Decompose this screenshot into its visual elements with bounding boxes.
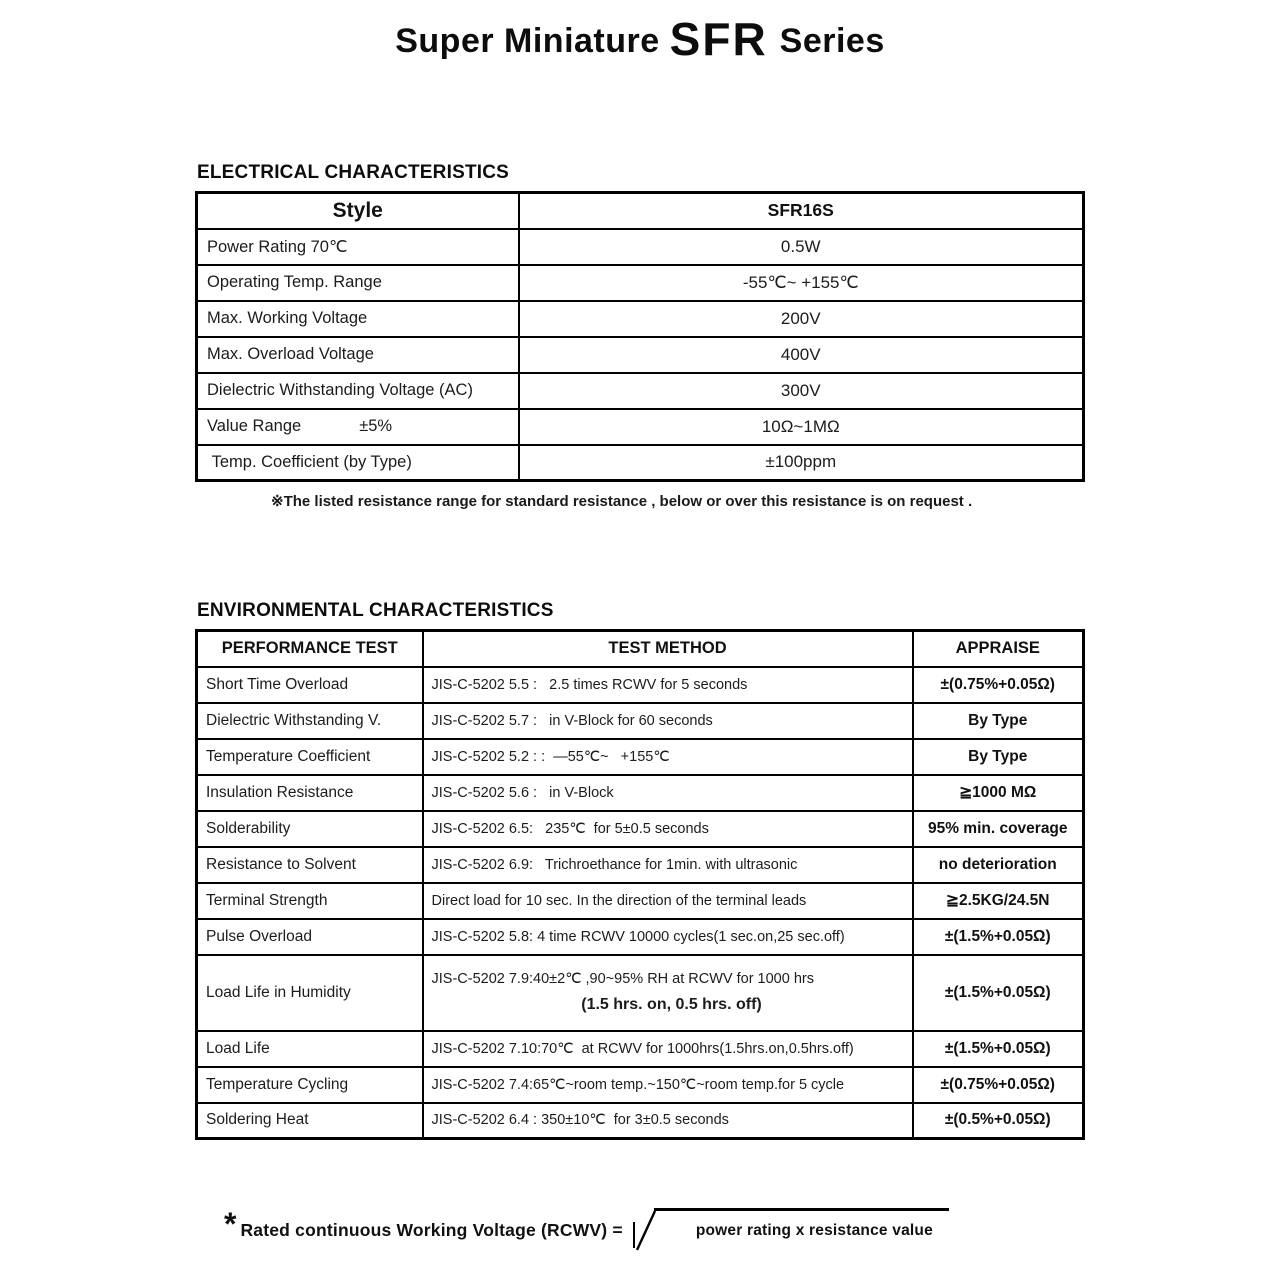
electrical-row (197, 409, 1084, 445)
environmental-column-header: PERFORMANCE TEST (197, 631, 423, 667)
performance-test-cell: Terminal Strength (197, 883, 423, 919)
rcwv-formula (224, 1206, 1280, 1254)
square-root-expression (631, 1206, 949, 1254)
test-method-second-line: (1.5 hrs. on, 0.5 hrs. off) (581, 996, 762, 1013)
appraise-cell: ±(0.75%+0.05Ω) (913, 1067, 1084, 1103)
environmental-row (197, 955, 1084, 1031)
electrical-row (197, 265, 1084, 301)
title-suffix: Series (779, 22, 885, 60)
electrical-row-value: 400V (519, 337, 1084, 373)
appraise-cell: ±(0.5%+0.05Ω) (913, 1103, 1084, 1139)
electrical-row-value: 300V (519, 373, 1084, 409)
test-method-cell: JIS-C-5202 6.5: 235℃ for 5±0.5 seconds (423, 811, 913, 847)
environmental-table (195, 629, 1085, 1140)
environmental-row (197, 919, 1084, 955)
performance-test-cell: Dielectric Withstanding V. (197, 703, 423, 739)
environmental-row (197, 883, 1084, 919)
electrical-row (197, 445, 1084, 481)
environmental-header-row (197, 631, 1084, 667)
environmental-column-header: APPRAISE (913, 631, 1084, 667)
electrical-row-label: Max. Overload Voltage (197, 337, 519, 373)
environmental-row (197, 667, 1084, 703)
appraise-cell: By Type (913, 703, 1084, 739)
environmental-row (197, 1103, 1084, 1139)
electrical-row-value: -55℃~ +155℃ (519, 265, 1084, 301)
performance-test-cell: Solderability (197, 811, 423, 847)
performance-test-cell: Temperature Coefficient (197, 739, 423, 775)
test-method-cell: JIS-C-5202 5.8: 4 time RCWV 10000 cycles(1 sec.on,25 sec.off) (423, 919, 913, 955)
appraise-cell: ±(1.5%+0.05Ω) (913, 1031, 1084, 1067)
electrical-model-header: SFR16S (519, 193, 1084, 229)
appraise-cell: ±(1.5%+0.05Ω) (913, 919, 1084, 955)
electrical-row (197, 229, 1084, 265)
performance-test-cell: Temperature Cycling (197, 1067, 423, 1103)
appraise-cell: ±(0.75%+0.05Ω) (913, 667, 1084, 703)
appraise-cell: 95% min. coverage (913, 811, 1084, 847)
electrical-row-label: Power Rating 70℃ (197, 229, 519, 265)
environmental-table-head (197, 631, 1084, 667)
tolerance-label: ±5% (359, 417, 393, 435)
title-prefix: Super Miniature (395, 22, 660, 60)
title-series-code: SFR (669, 13, 768, 65)
electrical-row-label: Max. Working Voltage (197, 301, 519, 337)
electrical-section (195, 162, 1082, 510)
electrical-row (197, 337, 1084, 373)
electrical-row-label: Dielectric Withstanding Voltage (AC) (197, 373, 519, 409)
radicand-text: power rating x resistance value (654, 1208, 949, 1240)
performance-test-cell: Load Life in Humidity (197, 955, 423, 1031)
test-method-cell: JIS-C-5202 7.4:65℃~room temp.~150℃~room temp.for 5 cycle (423, 1067, 913, 1103)
rcwv-label: Rated continuous Working Voltage (RCWV) = (240, 1220, 623, 1240)
environmental-section (195, 600, 1082, 1140)
test-method-cell: JIS-C-5202 6.4 : 350±10℃ for 3±0.5 seconds (423, 1103, 913, 1139)
resistance-range-note: ※The listed resistance range for standard resistance , below or over this resistance is on request . (271, 493, 973, 510)
appraise-cell: By Type (913, 739, 1084, 775)
environmental-row (197, 1067, 1084, 1103)
environmental-row (197, 703, 1084, 739)
environmental-row (197, 739, 1084, 775)
electrical-table (195, 191, 1085, 482)
performance-test-cell: Load Life (197, 1031, 423, 1067)
electrical-row-label: Temp. Coefficient (by Type) (197, 445, 519, 481)
electrical-row-value: ±100ppm (519, 445, 1084, 481)
performance-test-cell: Short Time Overload (197, 667, 423, 703)
performance-test-cell: Insulation Resistance (197, 775, 423, 811)
test-method-cell: Direct load for 10 sec. In the direction of the terminal leads (423, 883, 913, 919)
test-method-cell: JIS-C-5202 6.9: Trichroethance for 1min. with ultrasonic (423, 847, 913, 883)
test-method-cell: JIS-C-5202 5.5 : 2.5 times RCWV for 5 seconds (423, 667, 913, 703)
appraise-cell: ±(1.5%+0.05Ω) (913, 955, 1084, 1031)
electrical-row-label: Operating Temp. Range (197, 265, 519, 301)
environmental-row (197, 775, 1084, 811)
test-method-cell: JIS-C-5202 5.2 : : —55℃~ +155℃ (423, 739, 913, 775)
electrical-row-value: 0.5W (519, 229, 1084, 265)
electrical-row (197, 301, 1084, 337)
electrical-header-row (197, 193, 1084, 229)
electrical-table-body (197, 229, 1084, 481)
performance-test-cell: Soldering Heat (197, 1103, 423, 1139)
appraise-cell: no deterioration (913, 847, 1084, 883)
electrical-row-label: Value Range ±5% (197, 409, 519, 445)
environmental-heading: ENVIRONMENTAL CHARACTERISTICS (197, 600, 554, 621)
test-method-cell: JIS-C-5202 5.7 : in V-Block for 60 seconds (423, 703, 913, 739)
electrical-row (197, 373, 1084, 409)
environmental-row (197, 811, 1084, 847)
appraise-cell: ≧2.5KG/24.5N (913, 883, 1084, 919)
page-title (0, 0, 1280, 66)
performance-test-cell: Pulse Overload (197, 919, 423, 955)
environmental-column-header: TEST METHOD (423, 631, 913, 667)
environmental-row (197, 1031, 1084, 1067)
electrical-heading: ELECTRICAL CHARACTERISTICS (197, 162, 510, 183)
electrical-style-header: Style (197, 193, 519, 229)
performance-test-cell: Resistance to Solvent (197, 847, 423, 883)
environmental-row (197, 847, 1084, 883)
appraise-cell: ≧1000 MΩ (913, 775, 1084, 811)
electrical-row-value: 200V (519, 301, 1084, 337)
test-method-cell: JIS-C-5202 7.10:70℃ at RCWV for 1000hrs(1.5hrs.on,0.5hrs.off) (423, 1031, 913, 1067)
test-method-cell: JIS-C-5202 7.9:40±2℃ ,90~95% RH at RCWV for 1000 hrs (1.5 hrs. on, 0.5 hrs. off) (423, 955, 913, 1031)
asterisk-mark: * (224, 1206, 237, 1242)
environmental-table-body (197, 667, 1084, 1139)
test-method-cell: JIS-C-5202 5.6 : in V-Block (423, 775, 913, 811)
electrical-row-value: 10Ω~1MΩ (519, 409, 1084, 445)
